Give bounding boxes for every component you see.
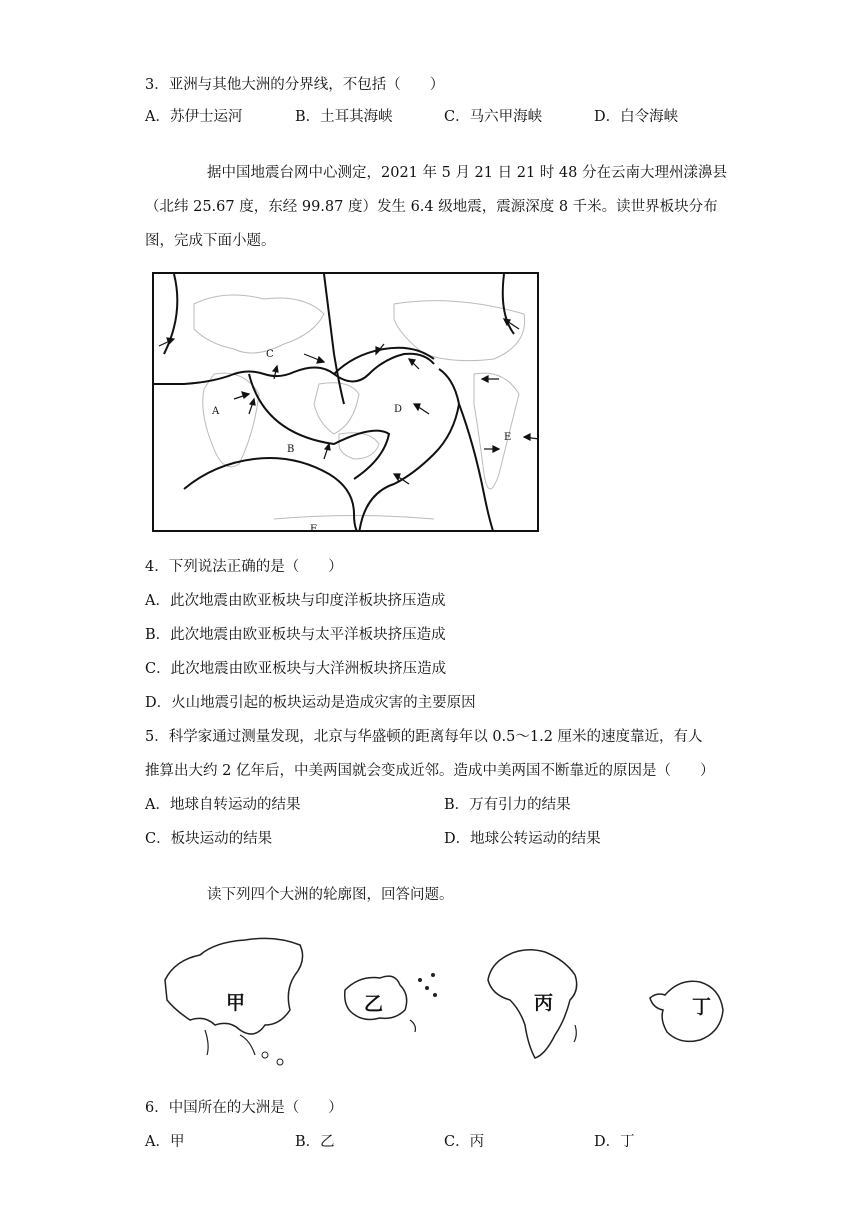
passage-1-line-3: 图，完成下面小题。 xyxy=(145,233,276,249)
continent-label-jia: 甲 xyxy=(226,992,246,1014)
q4-option-d[interactable]: D．火山地震引起的板块运动是造成灾害的主要原因 xyxy=(145,695,476,711)
q3-option-d[interactable]: D．白令海峡 xyxy=(594,109,679,125)
q3-option-b[interactable]: B．土耳其海峡 xyxy=(295,109,393,125)
continent-outline-ding xyxy=(645,970,730,1050)
q5-option-b[interactable]: B．万有引力的结果 xyxy=(444,797,571,813)
continent-label-ding: 丁 xyxy=(692,996,712,1018)
question-6-stem: 6．中国所在的大洲是（ ） xyxy=(145,1100,343,1116)
q3-option-a[interactable]: A．苏伊士运河 xyxy=(145,109,243,125)
passage-2-line: 读下列四个大洲的轮廓图，回答问题。 xyxy=(207,887,454,903)
q5-option-d[interactable]: D．地球公转运动的结果 xyxy=(444,831,601,847)
q4-option-c[interactable]: C．此次地震由欧亚板块与大洋洲板块挤压造成 xyxy=(145,661,447,677)
plate-label-d: D xyxy=(394,404,403,415)
plate-label-e: E xyxy=(504,432,512,443)
question-5-stem-line-2: 推算出大约 2 亿年后，中美两国就会变成近邻。造成中美两国不断靠近的原因是（ ） xyxy=(145,763,715,779)
q5-option-a[interactable]: A．地球自转运动的结果 xyxy=(145,797,301,813)
plate-label-b: B xyxy=(287,444,295,455)
continent-label-bing: 丙 xyxy=(534,992,554,1014)
q4-option-a[interactable]: A．此次地震由欧亚板块与印度洋板块挤压造成 xyxy=(145,593,446,609)
question-4-stem: 4．下列说法正确的是（ ） xyxy=(145,559,343,575)
q3-option-c[interactable]: C．马六甲海峡 xyxy=(444,109,543,125)
question-5-stem-line-1: 5．科学家通过测量发现，北京与华盛顿的距离每年以 0.5～1.2 厘米的速度靠近，有人 xyxy=(145,729,703,745)
passage-1-line-2: （北纬 25.67 度，东经 99.87 度）发生 6.4 级地震，震源深度 8 千米。读世界板块分布 xyxy=(145,199,718,215)
q6-option-a[interactable]: A．甲 xyxy=(145,1134,185,1150)
q6-option-d[interactable]: D．丁 xyxy=(594,1134,635,1150)
continent-outline-yi xyxy=(335,960,445,1040)
q5-option-c[interactable]: C．板块运动的结果 xyxy=(145,831,273,847)
continent-label-yi: 乙 xyxy=(364,993,384,1015)
question-3-stem: 3．亚洲与其他大洲的分界线，不包括（ ） xyxy=(145,77,445,93)
world-plate-map xyxy=(152,272,539,532)
plate-label-c: C xyxy=(266,349,274,360)
q6-option-c[interactable]: C．丙 xyxy=(444,1134,485,1150)
q6-option-b[interactable]: B．乙 xyxy=(295,1134,335,1150)
passage-1-line-1: 据中国地震台网中心测定，2021 年 5 月 21 日 21 时 48 分在云南大理州漾濞县 xyxy=(207,165,727,181)
plate-label-a: A xyxy=(212,406,220,417)
plate-label-f: F xyxy=(310,524,317,534)
q4-option-b[interactable]: B．此次地震由欧亚板块与太平洋板块挤压造成 xyxy=(145,627,446,643)
